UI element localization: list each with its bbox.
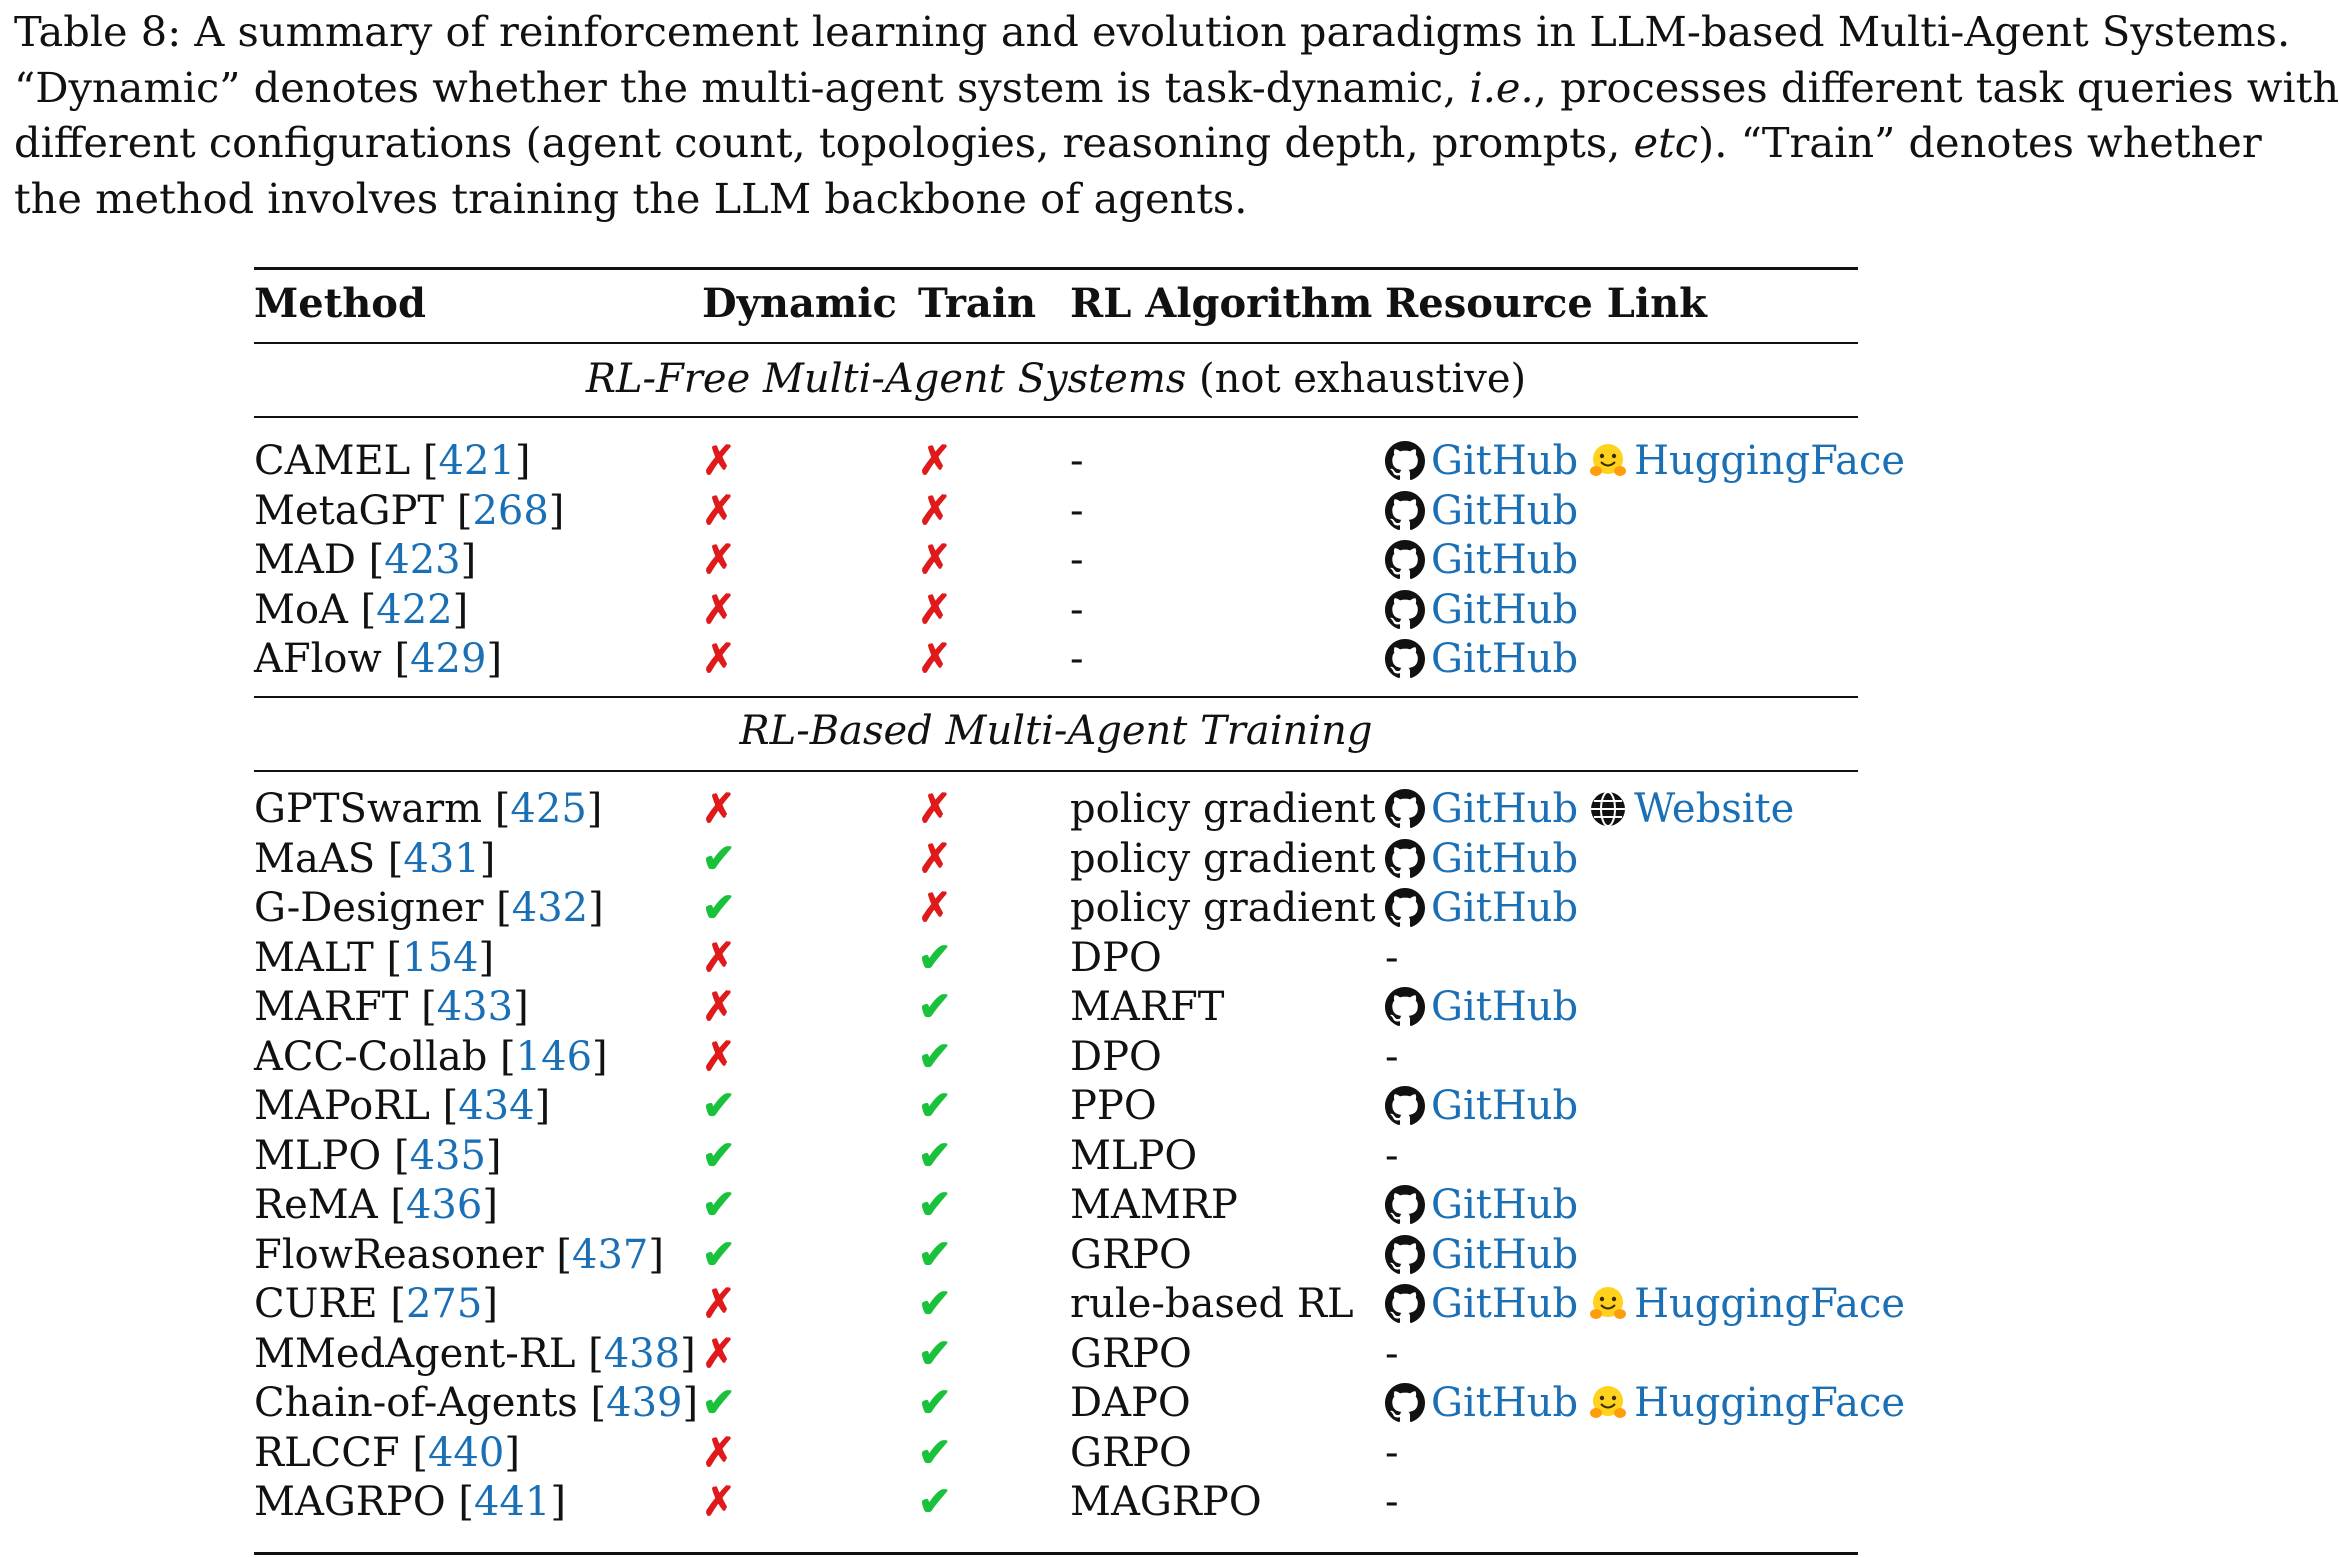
resource-link-cell [1385, 784, 1794, 834]
dynamic-check-icon: ✔ [702, 1082, 736, 1129]
resource-link-cell [1385, 436, 1905, 486]
huggingface-link[interactable]: HuggingFace [1634, 1281, 1906, 1327]
dynamic-cross-icon: ✗ [702, 437, 736, 484]
github-icon [1385, 839, 1425, 879]
method-name: MAGRPO [254, 1479, 446, 1525]
resource-link-cell [1385, 1081, 1578, 1131]
github-link[interactable]: GitHub [1431, 1182, 1579, 1228]
method-name: AFlow [254, 636, 382, 682]
rl-algorithm-cell: policy gradient [1070, 835, 1376, 882]
rl-algorithm-cell: PPO [1070, 1083, 1157, 1129]
method-name: G-Designer [254, 885, 484, 931]
header-train: Train [918, 280, 1037, 327]
method-name: MALT [254, 934, 374, 981]
github-icon [1385, 1185, 1425, 1225]
top-rule [254, 267, 1858, 270]
citation-link[interactable]: 436 [405, 1182, 483, 1228]
citation-link[interactable]: 437 [572, 1231, 649, 1278]
github-link[interactable]: GitHub [1431, 636, 1579, 682]
method-cell: MALT [154] [254, 934, 495, 981]
train-cross-icon: ✗ [918, 585, 952, 633]
rl-algorithm-cell: policy gradient [1070, 786, 1376, 832]
method-cell: MaAS [431] [254, 835, 496, 882]
method-name: Chain-of-Agents [254, 1380, 578, 1426]
section-rule-bottom [254, 416, 1858, 418]
resource-link-cell: - [1385, 1429, 1399, 1476]
github-icon [1385, 540, 1425, 580]
dynamic-check-icon: ✔ [702, 1131, 736, 1179]
citation-link[interactable]: 423 [384, 537, 461, 583]
resource-link-cell [1385, 486, 1578, 536]
method-cell: ReMA [436] [254, 1182, 498, 1228]
method-cell: MAD [423] [254, 537, 477, 583]
train-cross-icon: ✗ [918, 635, 952, 682]
rl-algorithm-cell: DAPO [1070, 1380, 1191, 1426]
github-link[interactable]: GitHub [1431, 885, 1579, 931]
rl-algorithm-cell: - [1070, 636, 1084, 682]
caption-label: Table 8: [14, 7, 182, 56]
citation-link[interactable]: 441 [473, 1479, 551, 1525]
method-name: MetaGPT [254, 487, 445, 534]
github-link[interactable]: GitHub [1431, 835, 1579, 882]
rl-algorithm-cell: GRPO [1070, 1330, 1192, 1377]
method-cell: GPTSwarm [425] [254, 786, 603, 832]
dynamic-check-icon: ✔ [702, 1379, 736, 1426]
train-check-icon: ✔ [918, 1230, 952, 1278]
rl-algorithm-cell: - [1070, 537, 1084, 583]
citation-link[interactable]: 439 [606, 1380, 683, 1426]
caption-line-2 [14, 60, 2339, 116]
train-cross-icon: ✗ [918, 884, 952, 931]
dynamic-cross-icon: ✗ [702, 1032, 736, 1080]
train-cross-icon: ✗ [918, 437, 952, 484]
citation-link[interactable]: 421 [438, 438, 515, 484]
method-cell: FlowReasoner [437] [254, 1231, 664, 1278]
method-cell: MLPO [435] [254, 1132, 502, 1179]
citation-link[interactable]: 429 [410, 636, 487, 682]
caption-line-4: the method involves training the LLM backbone of agents. [14, 173, 1248, 223]
section-rule-bottom [254, 770, 1858, 772]
method-cell: MoA [422] [254, 586, 469, 633]
github-link[interactable]: GitHub [1431, 487, 1579, 534]
section-title [254, 354, 1858, 404]
rl-algorithm-cell: - [1070, 438, 1084, 484]
resource-link-cell [1385, 834, 1578, 884]
rl-algorithm-cell: MAMRP [1070, 1182, 1238, 1228]
method-cell: MMedAgent-RL [438] [254, 1330, 696, 1377]
caption-line-3 [14, 115, 2262, 171]
header-resource-link: Resource Link [1385, 280, 1707, 327]
method-name: FlowReasoner [254, 1231, 544, 1278]
rl-algorithm-cell: rule-based RL [1070, 1281, 1354, 1327]
citation-link[interactable]: 433 [436, 984, 514, 1030]
section-title [254, 706, 1858, 756]
resource-link-cell [1385, 1378, 1905, 1428]
method-cell: CURE [275] [254, 1281, 498, 1327]
github-icon [1385, 491, 1425, 531]
huggingface-link[interactable]: HuggingFace [1634, 438, 1906, 484]
github-icon [1385, 441, 1425, 481]
citation-link[interactable]: 154 [402, 934, 479, 981]
method-name: MLPO [254, 1132, 382, 1179]
github-icon [1385, 1284, 1425, 1324]
method-cell: G-Designer [432] [254, 885, 604, 931]
resource-link-cell: - [1385, 1330, 1399, 1377]
huggingface-icon [1588, 1284, 1628, 1324]
header-dynamic: Dynamic [702, 280, 897, 327]
rl-algorithm-cell: - [1070, 586, 1084, 633]
method-cell: AFlow [429] [254, 636, 503, 682]
train-cross-icon: ✗ [918, 785, 952, 832]
github-link[interactable]: GitHub [1431, 1231, 1579, 1278]
train-check-icon: ✔ [918, 1379, 952, 1426]
method-name: MAD [254, 537, 356, 583]
github-link[interactable]: GitHub [1431, 1083, 1579, 1129]
github-link[interactable]: GitHub [1431, 786, 1579, 832]
section-title-italic: RL-Free Multi-Agent Systems [585, 356, 1187, 402]
bottom-rule [254, 1552, 1858, 1555]
dynamic-cross-icon: ✗ [702, 1329, 736, 1377]
train-cross-icon: ✗ [918, 486, 952, 534]
method-name: MMedAgent-RL [254, 1330, 576, 1377]
resource-link-cell [1385, 535, 1578, 585]
method-name: ACC-Collab [254, 1033, 488, 1080]
train-cross-icon: ✗ [918, 536, 952, 583]
github-icon [1385, 1235, 1425, 1275]
method-name: CURE [254, 1281, 378, 1327]
caption-ie: i.e. [1469, 62, 1534, 112]
resource-link-cell [1385, 585, 1578, 635]
train-cross-icon: ✗ [918, 834, 952, 882]
caption-line-1 [14, 4, 2291, 60]
train-check-icon: ✔ [918, 1131, 952, 1179]
rl-algorithm-cell: DPO [1070, 934, 1162, 981]
method-name: MARFT [254, 984, 409, 1030]
dynamic-cross-icon: ✗ [702, 983, 736, 1030]
method-cell: MetaGPT [268] [254, 487, 565, 534]
method-cell: RLCCF [440] [254, 1429, 520, 1476]
huggingface-icon [1588, 441, 1628, 481]
github-icon [1385, 789, 1425, 829]
train-check-icon: ✔ [918, 1181, 952, 1228]
github-icon [1385, 1086, 1425, 1126]
method-cell: CAMEL [421] [254, 438, 531, 484]
resource-link-cell [1385, 1180, 1578, 1230]
rl-algorithm-cell: GRPO [1070, 1429, 1192, 1476]
resource-link-cell [1385, 634, 1578, 684]
method-name: MaAS [254, 835, 376, 882]
method-cell: MAGRPO [441] [254, 1479, 566, 1525]
method-name: RLCCF [254, 1429, 400, 1476]
resource-link-cell [1385, 883, 1578, 933]
resource-link-cell: - [1385, 934, 1399, 981]
rl-algorithm-cell: GRPO [1070, 1231, 1192, 1278]
train-check-icon: ✔ [918, 1478, 952, 1525]
github-link[interactable]: GitHub [1431, 586, 1579, 633]
dynamic-cross-icon: ✗ [702, 536, 736, 583]
citation-link[interactable]: 425 [510, 786, 587, 832]
github-link[interactable]: GitHub [1431, 1281, 1579, 1327]
github-link[interactable]: GitHub [1431, 1380, 1579, 1426]
dynamic-cross-icon: ✗ [702, 933, 736, 981]
caption-etc: etc [1633, 118, 1699, 167]
dynamic-cross-icon: ✗ [702, 1428, 736, 1476]
dynamic-check-icon: ✔ [702, 884, 736, 931]
method-name: CAMEL [254, 438, 411, 484]
resource-link-cell [1385, 1230, 1578, 1280]
github-icon [1385, 888, 1425, 928]
huggingface-icon [1588, 1383, 1628, 1423]
train-check-icon: ✔ [918, 1280, 952, 1327]
citation-link[interactable]: 434 [458, 1083, 535, 1129]
resource-link-cell: - [1385, 1033, 1399, 1080]
citation-link[interactable]: 422 [376, 586, 453, 633]
github-link[interactable]: GitHub [1431, 438, 1579, 484]
citation-link[interactable]: 432 [511, 885, 589, 931]
section-title-italic: RL-Based Multi-Agent Training [739, 708, 1373, 754]
train-check-icon: ✔ [918, 983, 952, 1030]
method-name: MAPoRL [254, 1083, 430, 1129]
dynamic-cross-icon: ✗ [702, 486, 736, 534]
train-check-icon: ✔ [918, 1082, 952, 1129]
train-check-icon: ✔ [918, 1428, 952, 1476]
dynamic-check-icon: ✔ [702, 1230, 736, 1278]
citation-link[interactable]: 440 [427, 1429, 505, 1476]
dynamic-check-icon: ✔ [702, 834, 736, 882]
caption-line-3a: different configurations (agent count, topologies, reasoning depth, prompts, [14, 118, 1634, 167]
dynamic-cross-icon: ✗ [702, 1478, 736, 1525]
section-rule-top [254, 696, 1858, 698]
caption-line-2b: , processes different task queries with [1533, 62, 2339, 112]
huggingface-link[interactable]: HuggingFace [1634, 1380, 1906, 1426]
citation-link[interactable]: 268 [472, 487, 549, 534]
globe-icon [1588, 789, 1628, 829]
section-title-suffix: (not exhaustive) [1186, 356, 1527, 402]
rl-algorithm-cell: MARFT [1070, 984, 1225, 1030]
section-rule-top [254, 342, 1858, 344]
github-icon [1385, 639, 1425, 679]
method-cell: MARFT [433] [254, 984, 529, 1030]
train-check-icon: ✔ [918, 1032, 952, 1080]
header-rl-algorithm: RL Algorithm [1070, 280, 1373, 327]
github-icon [1385, 1383, 1425, 1423]
github-link[interactable]: GitHub [1431, 537, 1579, 583]
resource-link-cell [1385, 1279, 1905, 1329]
github-icon [1385, 987, 1425, 1027]
rl-algorithm-cell: policy gradient [1070, 885, 1376, 931]
method-name: MoA [254, 586, 348, 633]
header-method: Method [254, 280, 426, 327]
rl-algorithm-cell: DPO [1070, 1033, 1162, 1080]
table-caption [14, 4, 2339, 226]
caption-line-3b: ). “Train” denotes whether [1698, 118, 2262, 167]
website-link[interactable]: Website [1634, 786, 1795, 832]
method-cell: ACC-Collab [146] [254, 1033, 608, 1080]
dynamic-cross-icon: ✗ [702, 785, 736, 832]
rl-algorithm-cell: MLPO [1070, 1132, 1198, 1179]
rl-algorithm-cell: MAGRPO [1070, 1479, 1262, 1525]
train-check-icon: ✔ [918, 933, 952, 981]
method-cell: MAPoRL [434] [254, 1083, 551, 1129]
method-cell: Chain-of-Agents [439] [254, 1380, 699, 1426]
resource-link-cell: - [1385, 1479, 1399, 1525]
citation-link[interactable]: 146 [515, 1033, 593, 1080]
caption-line-2a: “Dynamic” denotes whether the multi-agent system is task-dynamic, [14, 62, 1470, 112]
github-icon [1385, 590, 1425, 630]
rl-algorithm-cell: - [1070, 487, 1084, 534]
resource-link-cell: - [1385, 1132, 1399, 1179]
dynamic-check-icon: ✔ [702, 1181, 736, 1228]
citation-link[interactable]: 275 [405, 1281, 483, 1327]
caption-line-1-text: A summary of reinforcement learning and evolution paradigms in LLM-based Multi-Agent Systems. [181, 7, 2291, 56]
resource-link-cell [1385, 982, 1578, 1032]
citation-link[interactable]: 431 [403, 835, 480, 882]
method-name: ReMA [254, 1182, 378, 1228]
github-link[interactable]: GitHub [1431, 984, 1579, 1030]
dynamic-cross-icon: ✗ [702, 1280, 736, 1327]
method-name: GPTSwarm [254, 786, 483, 832]
dynamic-cross-icon: ✗ [702, 585, 736, 633]
citation-link[interactable]: 438 [603, 1330, 681, 1377]
train-check-icon: ✔ [918, 1329, 952, 1377]
citation-link[interactable]: 435 [409, 1132, 486, 1179]
dynamic-cross-icon: ✗ [702, 635, 736, 682]
